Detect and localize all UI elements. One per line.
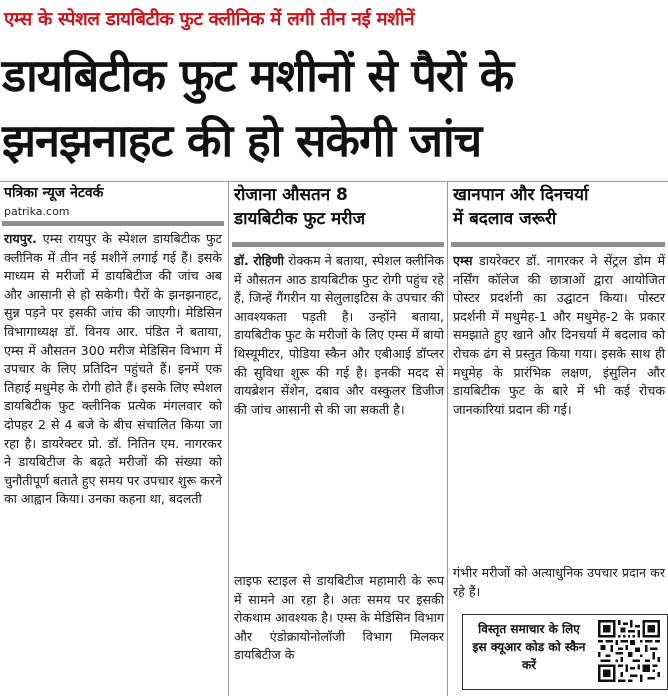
column-3-lead: एम्स [453, 253, 473, 268]
column-divider [228, 181, 229, 696]
column-3-body: डायरेक्टर डॉ. नागरकर ने सेंट्रल डोम में नर्सिंग कॉलेज की छात्राओं द्वारा आयोजित पोस्टर प्रदर्शनी का उद्घाटन किया। पोस्टर प्रदर्शनी में मधुमेह-1 और मधुमेह-2 के प्रकार समझाते हुए खाने और दिनचर्या में बदलाव को रोचक ढंग से प्रस्तुत किया गया। इसके साथ ही मधुमेह के प्रारंभिक लक्षण, इंसुलिन और डायबिटीक फुट के बारे में भी कई रोचक जानकारियां प्रदान की गई। [453, 253, 665, 417]
column-3-continued-text: गंभीर मरीजों को अत्याधुनिक उपचार प्रदान कर रहे हैं। [453, 565, 665, 599]
subhead-column-3 [453, 183, 665, 231]
main-headline-line-1: डायबिटीक फुट मशीनों से पैरों के [2, 49, 514, 102]
subhead-rule [232, 242, 444, 247]
subhead-column-2 [234, 183, 444, 231]
column-divider [447, 181, 448, 696]
byline-rule [2, 221, 224, 226]
column-2-body: रोक्कम ने बताया, स्पेशल क्लीनिक में औसतन आठ डायबिटीक फुट रोगी पहुंच रहे हैं, जिन्हें गैंगरीन या सेलुलाइटिस के उपचार की आवश्यकता पड़ती है। उन्होंने बताया, डायबिटीक फुट के मरीजों के लिए एम्स में बायो थिस्यूमीटर, पोडिया स्कैन और एबीआई डॉप्लर की सुविधा शुरू की गई है। इनकी मदद से वायब्रेशन सेंशेन, दबाव और वस्कुलर डिजीज की जांच आसानी से की जा सकती है। [234, 253, 444, 417]
column-1-body: एम्स रायपुर के स्पेशल डायबिटीक फुट क्लीनिक में तीन नई मशीनें लगाई गई हैं। इसके माध्यम से मरीजों में डायबिटीज की जांच अब और आसानी से हो सकेगी। पैरों के झनझनाहट, सुन्न पड़ने पर इसकी जांच की जाएगी। मेडिसिन विभागाध्यक्ष डॉ. विनय आर. पंडित ने बताया, एम्स में औसतन 300 मरीज मेडिसिन विभाग में उपचार के लिए प्रतिदिन पहुंचते हैं। इनमें एक तिहाई मधुमेह के रोगी होते हैं। इसके लिए स्पेशल डायबिटीक फुट क्लीनिक प्रत्येक मंगलवार को दोपहर 2 से 4 बजे के बीच संचालित किया जा रहा है। डायरेक्टर प्रो. डॉ. नितिन एम. नागरकर ने डायबिटीज के बढ़ते मरीजों की संख्या को चुनौतीपूर्ण बताते हुए समय पर उपचार शुरू करने का आह्वान किया। उनका कहना था, बदलती [4, 231, 222, 507]
dateline: रायपुर. [4, 231, 37, 246]
subhead-rule [451, 242, 665, 247]
column-2-lead: डॉ. रोहिणी [234, 253, 285, 268]
subhead-line: में बदलाव जरूरी [453, 209, 557, 229]
subhead-line: डायबिटीक फुट मरीज [234, 209, 366, 229]
site-link[interactable]: patrika.com [4, 205, 70, 218]
section-divider [0, 181, 668, 182]
main-headline-line-2: झनझनाहट की हो सकेगी जांच [2, 114, 482, 167]
article-column-3 [453, 252, 665, 542]
subhead-line: रोजाना औसतन 8 [234, 185, 348, 205]
kicker-headline: एम्स के स्पेशल डायबिटीक फुट क्लीनिक में लगी तीन नई मशीनें [4, 9, 415, 30]
qr-promo-text: विस्तृत समाचार के लिए इस क्यूआर कोड को स्कैन करें [472, 622, 586, 672]
column-2-continued-text: लाइफ स्टाइल से डायबिटीज महामारी के रूप में सामने आ रहा है। अतः समय पर इसकी रोकथाम आवश्यक है। एम्स के मेडिसिन विभाग और एंडोक्रायोनोलॉजी विभाग मिलकर डायबिटीज के [234, 573, 444, 663]
article-column-2 [234, 252, 444, 542]
article-column-1 [4, 230, 222, 696]
qr-code-icon[interactable] [598, 620, 660, 682]
subhead-line: खानपान और दिनचर्या [453, 185, 589, 205]
article-column-2-continued [234, 572, 444, 696]
byline: पत्रिका न्यूज नेटवर्क [4, 185, 104, 201]
article-column-3-continued [453, 564, 665, 604]
